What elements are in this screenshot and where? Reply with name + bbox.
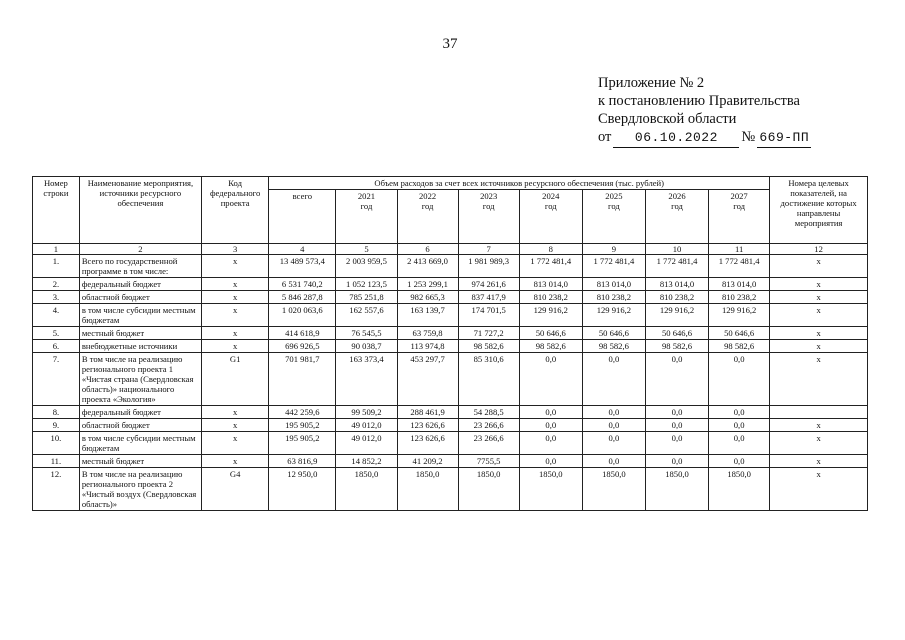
column-number: 11 [709, 244, 770, 255]
targets-cell: х [770, 455, 868, 468]
year-2027-cell: 129 916,2 [709, 304, 770, 327]
header-2024-year: 2024 [542, 191, 560, 201]
year-2022-cell: 41 209,2 [397, 455, 458, 468]
targets-cell: х [770, 327, 868, 340]
year-2023-cell: 837 417,9 [458, 291, 519, 304]
year-2026-cell: 129 916,2 [645, 304, 708, 327]
year-2027-cell: 0,0 [709, 419, 770, 432]
total-cell: 701 981,7 [269, 353, 336, 406]
header-row-1 [33, 177, 868, 190]
total-cell: 195 905,2 [269, 432, 336, 455]
header-2027-word: год [733, 201, 745, 211]
row-number-cell: 12. [33, 468, 80, 511]
year-2024-cell: 813 014,0 [519, 278, 582, 291]
targets-cell: х [770, 255, 868, 278]
year-2025-cell: 1 772 481,4 [582, 255, 645, 278]
number-label: № [741, 129, 756, 145]
year-2022-cell: 1850,0 [397, 468, 458, 511]
year-2023-cell: 974 261,6 [458, 278, 519, 291]
row-number-cell: 2. [33, 278, 80, 291]
year-2026-cell: 50 646,6 [645, 327, 708, 340]
column-number: 12 [770, 244, 868, 255]
year-2021-cell: 785 251,8 [336, 291, 397, 304]
appendix-title: Приложение № 2 [598, 75, 705, 91]
year-2021-cell: 163 373,4 [336, 353, 397, 406]
year-2026-cell: 0,0 [645, 406, 708, 419]
total-cell: 1 020 063,6 [269, 304, 336, 327]
year-2027-cell: 0,0 [709, 455, 770, 468]
year-2023-cell: 23 266,6 [458, 419, 519, 432]
year-2025-cell: 98 582,6 [582, 340, 645, 353]
item-name-cell: областной бюджет [79, 291, 201, 304]
table-row [33, 340, 868, 353]
targets-cell: х [770, 468, 868, 511]
year-2026-cell: 98 582,6 [645, 340, 708, 353]
header-2026-word: год [671, 201, 683, 211]
year-2024-cell: 0,0 [519, 406, 582, 419]
header-2027-year: 2027 [730, 191, 748, 201]
item-name-cell: Всего по государственной программе в том числе: [79, 255, 201, 278]
year-2022-cell: 288 461,9 [397, 406, 458, 419]
year-2024-cell: 98 582,6 [519, 340, 582, 353]
header-name: Наименование мероприятия, источники ресурсного обеспечения [79, 177, 201, 244]
page-number: 37 [442, 36, 458, 52]
table-body [33, 244, 868, 511]
header-2023 [458, 190, 519, 244]
year-2024-cell: 0,0 [519, 353, 582, 406]
year-2025-cell: 0,0 [582, 432, 645, 455]
year-2027-cell: 1850,0 [709, 468, 770, 511]
year-2027-cell: 1 772 481,4 [709, 255, 770, 278]
header-2026 [645, 190, 708, 244]
total-cell: 6 531 740,2 [269, 278, 336, 291]
year-2023-cell: 1850,0 [458, 468, 519, 511]
project-code-cell: х [202, 419, 269, 432]
header-2025-word: год [608, 201, 620, 211]
year-2023-cell: 1 981 989,3 [458, 255, 519, 278]
year-2022-cell: 453 297,7 [397, 353, 458, 406]
header-2025 [582, 190, 645, 244]
year-2022-cell: 2 413 669,0 [397, 255, 458, 278]
targets-cell: х [770, 278, 868, 291]
column-number: 9 [582, 244, 645, 255]
year-2025-cell: 129 916,2 [582, 304, 645, 327]
item-name-cell: областной бюджет [79, 419, 201, 432]
header-2024 [519, 190, 582, 244]
year-2024-cell: 50 646,6 [519, 327, 582, 340]
year-2021-cell: 1850,0 [336, 468, 397, 511]
item-name-cell: внебюджетные источники [79, 340, 201, 353]
header-2027 [709, 190, 770, 244]
header-total: всего [269, 190, 336, 244]
year-2024-cell: 0,0 [519, 419, 582, 432]
header-2022-word: год [421, 201, 434, 211]
column-number: 10 [645, 244, 708, 255]
year-2027-cell: 810 238,2 [709, 291, 770, 304]
table-row [33, 304, 868, 327]
row-number-cell: 7. [33, 353, 80, 406]
project-code-cell: G4 [202, 468, 269, 511]
header-2023-word: год [482, 201, 495, 211]
resolution-date: 06.10.2022 [613, 129, 739, 148]
column-number: 2 [79, 244, 201, 255]
header-2026-year: 2026 [668, 191, 686, 201]
project-code-cell: G1 [202, 353, 269, 406]
year-2021-cell: 14 852,2 [336, 455, 397, 468]
year-2022-cell: 163 139,7 [397, 304, 458, 327]
project-code-cell: х [202, 432, 269, 455]
year-2023-cell: 174 701,5 [458, 304, 519, 327]
year-2026-cell: 1850,0 [645, 468, 708, 511]
row-number-cell: 1. [33, 255, 80, 278]
year-2021-cell: 162 557,6 [336, 304, 397, 327]
table-row [33, 255, 868, 278]
year-2021-cell: 90 038,7 [336, 340, 397, 353]
year-2023-cell: 23 266,6 [458, 432, 519, 455]
year-2022-cell: 123 626,6 [397, 419, 458, 432]
year-2026-cell: 0,0 [645, 432, 708, 455]
column-number: 7 [458, 244, 519, 255]
appendix-header [598, 74, 898, 148]
total-cell: 195 905,2 [269, 419, 336, 432]
year-2027-cell: 0,0 [709, 353, 770, 406]
table-row [33, 406, 868, 419]
total-cell: 5 846 287,8 [269, 291, 336, 304]
total-cell: 696 926,5 [269, 340, 336, 353]
year-2023-cell: 98 582,6 [458, 340, 519, 353]
header-2021-year: 2021 [357, 191, 376, 201]
column-number: 5 [336, 244, 397, 255]
row-number-cell: 11. [33, 455, 80, 468]
year-2026-cell: 0,0 [645, 455, 708, 468]
project-code-cell: х [202, 455, 269, 468]
year-2024-cell: 0,0 [519, 432, 582, 455]
year-2025-cell: 50 646,6 [582, 327, 645, 340]
year-2024-cell: 810 238,2 [519, 291, 582, 304]
targets-cell: х [770, 340, 868, 353]
table-row [33, 353, 868, 406]
year-2026-cell: 0,0 [645, 419, 708, 432]
year-2026-cell: 0,0 [645, 353, 708, 406]
header-2021 [336, 190, 397, 244]
header-2021-word: год [360, 201, 373, 211]
table-row [33, 278, 868, 291]
column-number: 6 [397, 244, 458, 255]
year-2025-cell: 810 238,2 [582, 291, 645, 304]
project-code-cell: х [202, 278, 269, 291]
item-name-cell: в том числе субсидии местным бюджетам [79, 304, 201, 327]
total-cell: 442 259,6 [269, 406, 336, 419]
header-row-no: Номер строки [33, 177, 80, 244]
year-2022-cell: 63 759,8 [397, 327, 458, 340]
year-2024-cell: 0,0 [519, 455, 582, 468]
table-row [33, 419, 868, 432]
table-row [33, 327, 868, 340]
row-number-cell: 3. [33, 291, 80, 304]
row-number-cell: 4. [33, 304, 80, 327]
date-label: от [598, 129, 612, 145]
year-2027-cell: 50 646,6 [709, 327, 770, 340]
row-number-cell: 8. [33, 406, 80, 419]
year-2021-cell: 49 012,0 [336, 419, 397, 432]
appendix-signature-line [598, 128, 898, 148]
total-cell: 12 950,0 [269, 468, 336, 511]
column-number: 4 [269, 244, 336, 255]
year-2027-cell: 0,0 [709, 432, 770, 455]
row-number-cell: 6. [33, 340, 80, 353]
header-2023-year: 2023 [480, 191, 498, 201]
year-2025-cell: 813 014,0 [582, 278, 645, 291]
item-name-cell: федеральный бюджет [79, 406, 201, 419]
year-2027-cell: 98 582,6 [709, 340, 770, 353]
total-cell: 414 618,9 [269, 327, 336, 340]
year-2025-cell: 0,0 [582, 406, 645, 419]
row-number-cell: 9. [33, 419, 80, 432]
year-2022-cell: 123 626,6 [397, 432, 458, 455]
row-number-cell: 5. [33, 327, 80, 340]
item-name-cell: федеральный бюджет [79, 278, 201, 291]
year-2022-cell: 1 253 299,1 [397, 278, 458, 291]
year-2024-cell: 1 772 481,4 [519, 255, 582, 278]
targets-cell [770, 406, 868, 419]
project-code-cell: х [202, 327, 269, 340]
year-2024-cell: 1850,0 [519, 468, 582, 511]
column-number-row [33, 244, 868, 255]
year-2022-cell: 982 665,3 [397, 291, 458, 304]
year-2025-cell: 0,0 [582, 419, 645, 432]
project-code-cell: х [202, 291, 269, 304]
item-name-cell: В том числе на реализацию регионального проекта 2 «Чистый воздух (Свердловская область)» [79, 468, 201, 511]
header-targets: Номера целевых показателей, на достижение которых направлены мероприятия [770, 177, 868, 244]
year-2022-cell: 113 974,8 [397, 340, 458, 353]
project-code-cell: х [202, 255, 269, 278]
header-2022-year: 2022 [418, 191, 437, 201]
appendix-resolution: к постановлению Правительства [598, 93, 800, 109]
year-2026-cell: 1 772 481,4 [645, 255, 708, 278]
item-name-cell: местный бюджет [79, 455, 201, 468]
targets-cell: х [770, 432, 868, 455]
year-2025-cell: 0,0 [582, 455, 645, 468]
project-code-cell: х [202, 340, 269, 353]
table-row [33, 291, 868, 304]
header-2022 [397, 190, 458, 244]
column-number: 3 [202, 244, 269, 255]
header-2025-year: 2025 [605, 191, 623, 201]
total-cell: 63 816,9 [269, 455, 336, 468]
budget-table [32, 176, 868, 511]
year-2023-cell: 71 727,2 [458, 327, 519, 340]
year-2021-cell: 49 012,0 [336, 432, 397, 455]
table-row [33, 468, 868, 511]
targets-cell: х [770, 353, 868, 406]
year-2021-cell: 2 003 959,5 [336, 255, 397, 278]
year-2023-cell: 7755,5 [458, 455, 519, 468]
header-2024-word: год [544, 201, 557, 211]
targets-cell: х [770, 291, 868, 304]
targets-cell: х [770, 304, 868, 327]
year-2023-cell: 54 288,5 [458, 406, 519, 419]
year-2025-cell: 0,0 [582, 353, 645, 406]
year-2024-cell: 129 916,2 [519, 304, 582, 327]
table-row [33, 432, 868, 455]
total-cell: 13 489 573,4 [269, 255, 336, 278]
appendix-region: Свердловской области [598, 111, 737, 127]
row-number-cell: 10. [33, 432, 80, 455]
column-number: 8 [519, 244, 582, 255]
year-2027-cell: 0,0 [709, 406, 770, 419]
year-2023-cell: 85 310,6 [458, 353, 519, 406]
year-2025-cell: 1850,0 [582, 468, 645, 511]
year-2026-cell: 813 014,0 [645, 278, 708, 291]
item-name-cell: местный бюджет [79, 327, 201, 340]
header-code: Код федерального проекта [202, 177, 269, 244]
year-2021-cell: 1 052 123,5 [336, 278, 397, 291]
project-code-cell: х [202, 304, 269, 327]
year-2021-cell: 99 509,2 [336, 406, 397, 419]
year-2027-cell: 813 014,0 [709, 278, 770, 291]
item-name-cell: В том числе на реализацию регионального проекта 1 «Чистая страна (Свердловская область)» национального проекта «Экология» [79, 353, 201, 406]
project-code-cell: х [202, 406, 269, 419]
year-2026-cell: 810 238,2 [645, 291, 708, 304]
targets-cell: х [770, 419, 868, 432]
column-number: 1 [33, 244, 80, 255]
year-2021-cell: 76 545,5 [336, 327, 397, 340]
header-volume-group: Объем расходов за счет всех источников ресурсного обеспечения (тыс. рублей) [269, 177, 770, 190]
resolution-number: 669-ПП [757, 129, 811, 148]
table-row [33, 455, 868, 468]
item-name-cell: в том числе субсидии местным бюджетам [79, 432, 201, 455]
